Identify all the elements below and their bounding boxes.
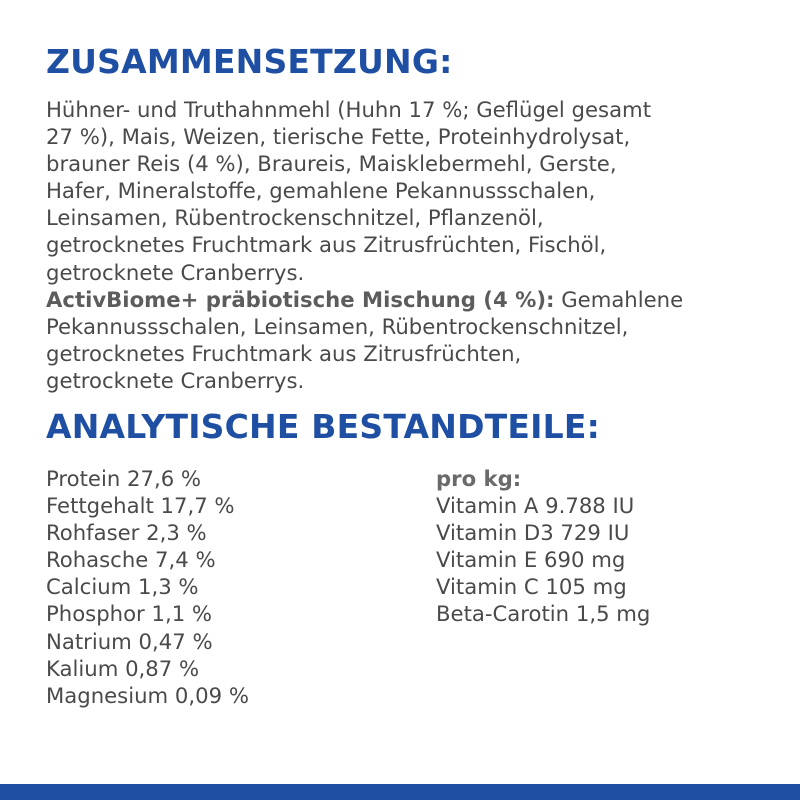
composition-line: getrocknete Cranberrys. (46, 259, 305, 285)
analytics-heading: ANALYTISCHE BESTANDTEILE: (46, 407, 600, 446)
per-kg-heading: pro kg: (436, 466, 522, 491)
composition-heading: ZUSAMMENSETZUNG: (46, 42, 453, 81)
footer-bar (0, 784, 800, 800)
vitamin-item: Beta-Carotin 1,5 mg (436, 601, 651, 627)
analytics-item: Rohfaser 2,3 % (46, 520, 207, 546)
vitamin-item: Vitamin C 105 mg (436, 574, 627, 600)
composition-line: Leinsamen, Rübentrockenschnitzel, Pflanzenöl, (46, 205, 544, 231)
composition-line: brauner Reis (4 %), Braureis, Maisklebermehl, Gerste, (46, 151, 617, 177)
analytics-item: Kalium 0,87 % (46, 655, 200, 681)
vitamin-item: Vitamin D3 729 IU (436, 520, 630, 546)
analytics-item: Natrium 0,47 % (46, 628, 213, 654)
composition-line: 27 %), Mais, Weizen, tierische Fette, Proteinhydrolysat, (46, 124, 631, 150)
prebiotic-line: getrocknetes Fruchtmark aus Zitrusfrüchten, (46, 340, 522, 366)
composition-line: getrocknetes Fruchtmark aus Zitrusfrüchten, Fischöl, (46, 232, 607, 258)
prebiotic-line (46, 286, 776, 313)
vitamin-item: Vitamin E 690 mg (436, 547, 626, 573)
composition-line: Hafer, Mineralstoffe, gemahlene Pekannussschalen, (46, 178, 596, 204)
analytics-item: Magnesium 0,09 % (46, 682, 249, 708)
analytics-item: Rohasche 7,4 % (46, 547, 216, 573)
analytics-right-column (436, 465, 650, 628)
analytics-item: Calcium 1,3 % (46, 574, 199, 600)
prebiotic-first-text: Gemahlene (554, 286, 684, 312)
prebiotic-label: ActivBiome+ präbiotische Mischung (4 %): (46, 286, 555, 312)
analytics-item: Fettgehalt 17,7 % (46, 493, 235, 519)
composition-line: Hühner- und Truthahnmehl (Huhn 17 %; Geflügel gesamt (46, 97, 651, 122)
prebiotic-line: getrocknete Cranberrys. (46, 367, 305, 393)
analytics-item: Phosphor 1,1 % (46, 601, 213, 627)
prebiotic-line: Pekannussschalen, Leinsamen, Rübentrockenschnitzel, (46, 313, 629, 339)
vitamin-item: Vitamin A 9.788 IU (436, 493, 635, 519)
analytics-left-column (46, 465, 249, 709)
composition-text (46, 96, 776, 394)
analytics-item: Protein 27,6 % (46, 466, 202, 491)
